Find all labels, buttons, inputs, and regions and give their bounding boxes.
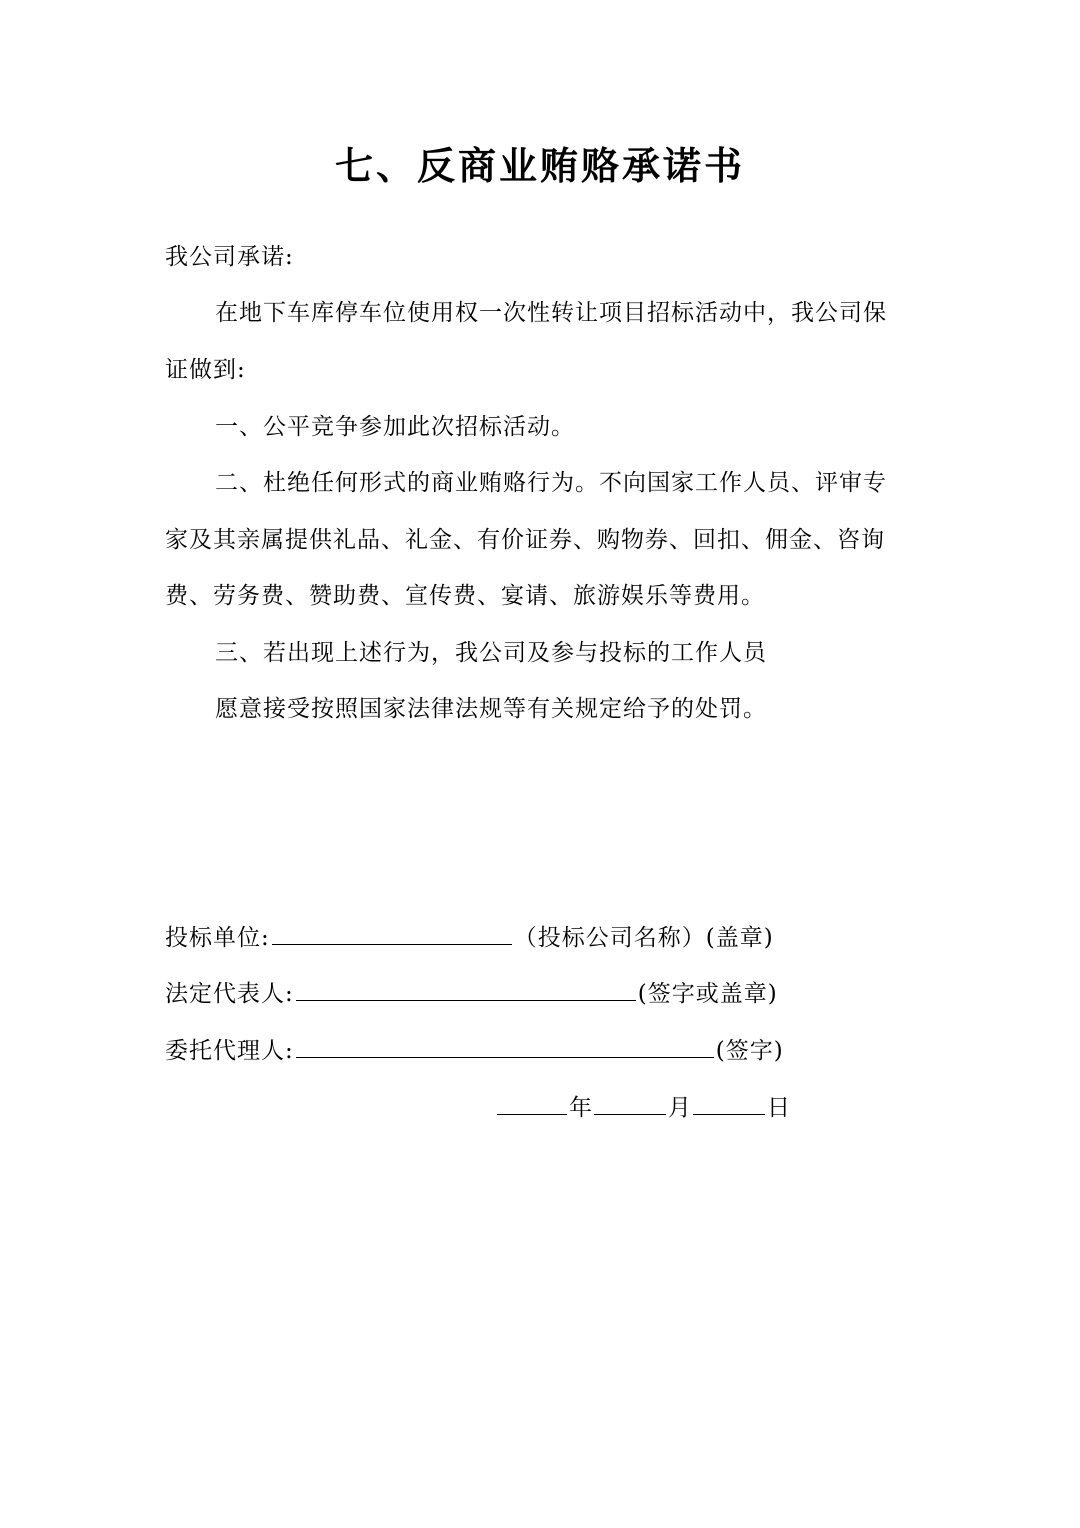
paragraph1-line2: 证做到: [165, 357, 246, 383]
year-blank[interactable] [497, 1090, 567, 1115]
year-label: 年 [569, 1095, 592, 1121]
legal-rep-label: 法定代表人: [165, 981, 294, 1007]
legal-rep-blank[interactable] [296, 976, 636, 1001]
commitment-item-1: 一、公平竞争参加此次招标活动。 [215, 414, 575, 440]
agent-label: 委托代理人: [165, 1038, 294, 1064]
commitment-item-2-line2: 家及其亲属提供礼品、礼金、有价证券、购物券、回扣、佣金、咨询 [165, 527, 885, 553]
document-title: 七、反商业贿赂承诺书 [334, 143, 745, 188]
commitment-item-3-line1: 三、若出现上述行为，我公司及参与投标的工作人员 [215, 640, 767, 666]
bidder-name-blank[interactable] [272, 920, 512, 945]
bidder-row [165, 920, 774, 955]
agent-note: (签字) [715, 1038, 784, 1064]
agent-blank[interactable] [296, 1033, 714, 1058]
day-label: 日 [767, 1095, 790, 1121]
month-label: 月 [668, 1095, 691, 1121]
date-row [495, 1090, 790, 1125]
legal-rep-note: (签字或盖章) [637, 981, 778, 1007]
day-blank[interactable] [693, 1090, 765, 1115]
commitment-item-2-line3: 费、劳务费、赞助费、宣传费、宴请、旅游娱乐等费用。 [165, 583, 765, 609]
legal-rep-row [165, 976, 778, 1011]
paragraph1-line1: 在地下车库停车位使用权一次性转让项目招标活动中，我公司保 [215, 300, 887, 326]
commitment-item-3-line2: 愿意接受按照国家法律法规等有关规定给予的处罚。 [215, 696, 767, 722]
bidder-label: 投标单位: [165, 925, 270, 951]
month-blank[interactable] [594, 1090, 666, 1115]
bidder-note: （投标公司名称）(盖章) [513, 925, 774, 951]
salutation: 我公司承诺: [165, 244, 294, 270]
commitment-item-2-line1: 二、杜绝任何形式的商业贿赂行为。不向国家工作人员、评审专 [215, 470, 887, 496]
agent-row [165, 1033, 784, 1068]
